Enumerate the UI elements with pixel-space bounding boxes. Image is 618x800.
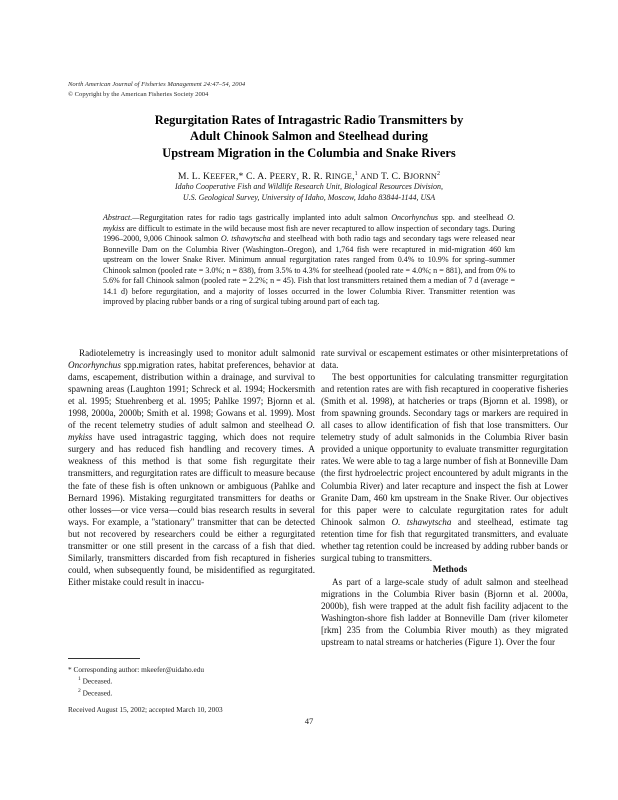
title-line-3: Upstream Migration in the Columbia and Snake Rivers (162, 145, 456, 160)
paragraph-opportunities: The best opportunities for calculating transmitter regurgitation and retention rates are with fish recaptured in cooperative fisheries (Smith et al. 1998), at hatcheries or traps (Bjornn et al. 1998), or from spawning grounds. Secondary tags or markers are required in all cases to allow identification of fish that lose transmitters. Our telemetry study of adult salmonids in the Columbia River basin provided a unique opportunity to evaluate transmitter regurgitation rates. We were able to tag a large number of fish at Bonneville Dam (the first hydroelectric project encountered by adult migrants in the Columbia River) and later recapture and inspect the fish at Lower Granite Dam, 460 km upstream in the Snake River. Our objectives for this paper were to calculate regurgitation rates for adult Chinook salmon O. tshawytscha and steelhead, estimate tag retention time for fish that regurgitated transmitters, and evaluate whether tag retention could be increased by adding rubber bands or surgical tubing to transmitters. (321, 372, 568, 563)
affiliation-line-1: Idaho Cooperative Fish and Wildlife Research Unit, Biological Resources Division, (174, 182, 444, 191)
paragraph-intro-continued: rate survival or escapement estimates or other misinterpretations of data. (321, 348, 568, 371)
abstract-label: Abstract.— (103, 213, 140, 222)
page-title (68, 112, 550, 161)
body-column-left (68, 347, 315, 647)
journal-citation: North American Journal of Fisheries Management 24:47–54, 2004 (68, 81, 246, 88)
author-affiliation (68, 182, 550, 203)
footnote-1: $^1$ Deceased. (78, 676, 113, 686)
abstract (103, 213, 515, 308)
footnote-block (68, 658, 315, 714)
journal-copyright: © Copyright by the American Fisheries Society 2004 (68, 90, 209, 98)
body-column-right (321, 347, 568, 737)
journal-header (68, 80, 528, 99)
abstract-text: Regurgitation rates for radio tags gastrically implanted into adult salmon Oncorhynchus spp. and steelhead O. mykiss are difficult to estimate in the wild because most fish are never recaptured to allow inspection of secondary tags. During 1996–2000, 9,006 Chinook salmon O. tshawytscha and steelhead with both radio tags and secondary tags were released near Bonneville Dam on the Columbia River (Washington–Oregon), and 1,764 fish were recaptured in mid-migration 460 km upstream on the lower Snake River. Minimum annual regurgitation rates ranged from 0.4% to 10.9% for spring–summer Chinook salmon (pooled rate = 3.0%; n = 838), from 3.5% to 4.3% for steelhead (pooled rate = 4.0%; n = 881), and from 0% to 5.6% for fall Chinook salmon (pooled rate = 2.2%; n = 45). Fish that lost transmitters retained them a median of 7 d (average = 14.1 d) before regurgitation, and a majority of losses occurred in the lower Columbia River. Transmitter retention was improved by placing rubber bands or a ring of surgical tubing around part of each tag. (103, 213, 515, 307)
footnote-corresponding-author: * Corresponding author: mkeefer@uidaho.edu (68, 665, 205, 674)
page-number: 47 (304, 716, 314, 726)
footnote-separator-rule (68, 658, 140, 659)
footnote-2: $^2$ Deceased. (78, 687, 113, 698)
paragraph-methods: As part of a large-scale study of adult salmon and steelhead migrations in the Columbia River basin (Bjornn et al. 2000a, 2000b), fish were trapped at the adult fish facility adjacent to the Washington-shore fish ladder at Bonneville Dam (river kilometer [rkm] 235 from the Columbia River mouth) as they migrated upstream to natal streams or hatcheries (Figure 1). Over the four (321, 576, 568, 648)
corresponding-email[interactable]: mkeefer@uidaho.edu (141, 665, 205, 674)
section-heading-methods: Methods (432, 564, 468, 575)
author-list: M. L. KEEFER,* C. A. PEERY, R. R. RINGE,$^1$ AND T. C. BJORNN$^2$ (177, 171, 441, 183)
received-accepted-dates: Received August 15, 2002; accepted March 10, 2003 (68, 704, 223, 714)
paragraph-intro: Radiotelemetry is increasingly used to monitor adult salmonid Oncorhynchus spp.migration rates, habitat preferences, behavior at dams, escapement, distribution within a drainage, and survival to spawning areas (Laughton 1991; Schreck et al. 1994; Hockersmith et al. 1995; Stuehrenberg et al. 1995; Pahlke 1997; Bjornn et al. 1998, 2000a, 2000b; Smith et al. 1998; Gowans et al. 1999). Most of the recent telemetry studies of adult salmon and steelhead O. mykiss have used intragastric tagging, which does not require surgery and has reduced fish handling and recovery times. A weakness of this method is that some fish regurgitate their transmitters, and regurgitation rates are difficult to measure because the fate of these fish is often unknown or ambiguous (Pahlke and Bernard 1996). Mistaking regurgitated transmitters for deaths or other losses—or vice versa—could bias research results in several ways. For example, a ''stationary'' transmitter that can be detected but not recovered by researchers could be either a regurgitated transmitter or one still present in the carcass of a fish that died. Similarly, transmitters discarded from fish recaptured in fisheries could, when subsequently found, be misidentified as regurgitated. Either mistake could result in inaccu- (68, 348, 315, 587)
title-line-1: Regurgitation Rates of Intragastric Radio Transmitters by (154, 113, 464, 127)
title-line-2: Adult Chinook Salmon and Steelhead during (190, 129, 428, 144)
affiliation-line-2: U.S. Geological Survey, University of Idaho, Moscow, Idaho 83844-1144, USA (182, 192, 436, 202)
